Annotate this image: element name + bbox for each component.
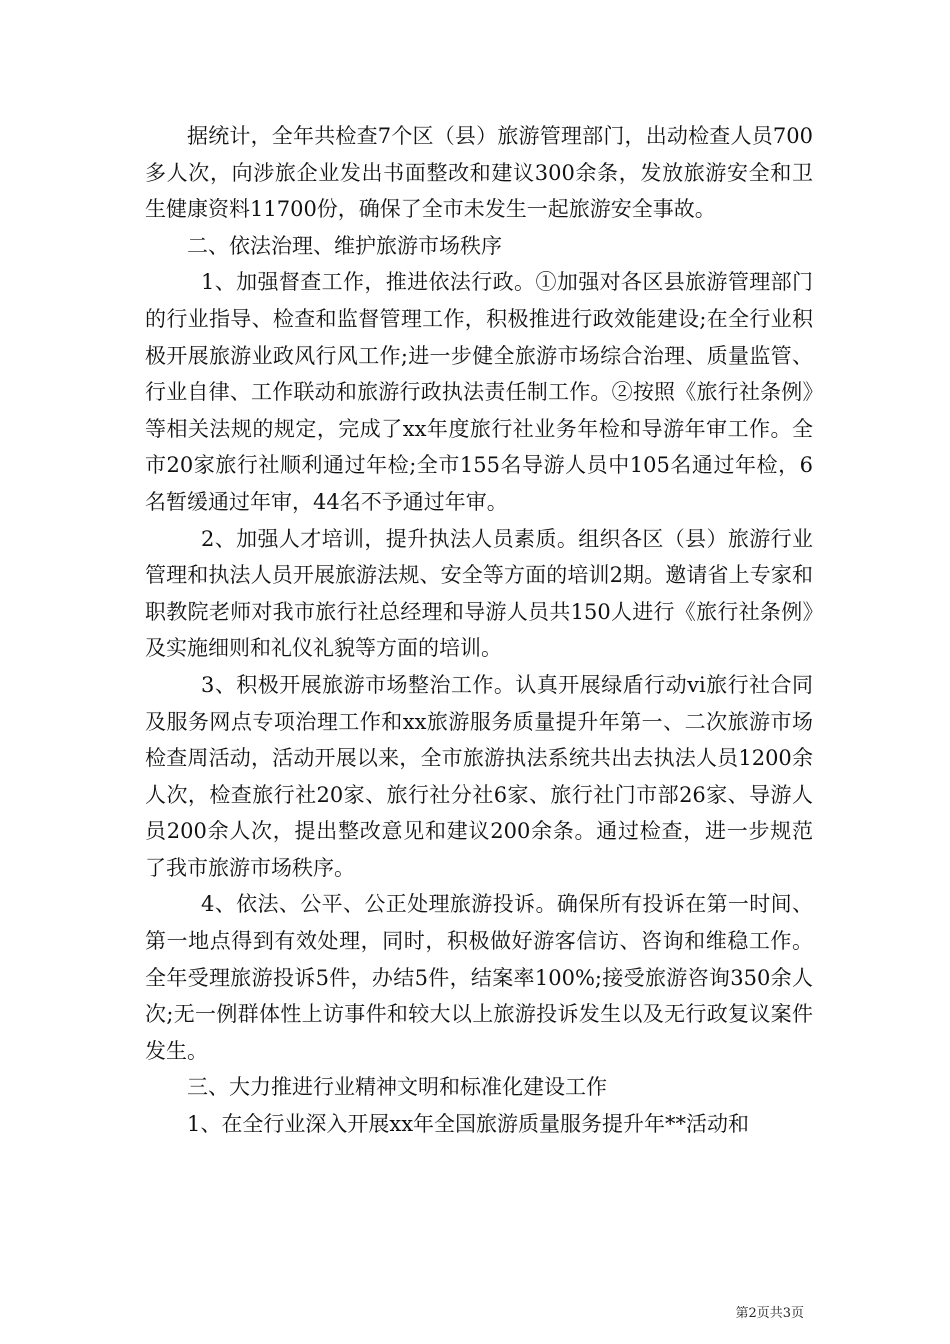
paragraph-supervision: 1、加强督查工作，推进依法行政。①加强对各区县旅游管理部门的行业指导、检查和监督管理工作，积极推进行政效能建设;在全行业积极开展旅游业政风行风工作;进一步健全旅游市场综合治理、质量监管、行业自律、工作联动和旅游行政执法责任制工作。②按照《旅行社条例》等相关法规的规定，完成了xx年度旅行社业务年检和导游年审工作。全市20家旅行社顺利通过年检;全市155名导游人员中105名通过年检，6名暂缓通过年审，44名不予通过年审。 (145, 270, 813, 514)
section-heading-2: 二、依法治理、维护旅游市场秩序 (187, 233, 502, 258)
paragraph-training: 2、加强人才培训，提升执法人员素质。组织各区（县）旅游行业管理和执法人员开展旅游法规、安全等方面的培训2期。邀请省上专家和职教院老师对我市旅行社总经理和导游人员共150人进行《旅行社条例》及实施细则和礼仪礼貌等方面的培训。 (145, 526, 813, 661)
paragraph-quality-activity: 1、在全行业深入开展xx年全国旅游质量服务提升年**活动和 (187, 1112, 750, 1137)
document-body (145, 118, 813, 1143)
section-heading-3: 三、大力推进行业精神文明和标准化建设工作 (187, 1075, 607, 1100)
page-number: 第2页共3页 (735, 1306, 804, 1321)
paragraph-statistics: 据统计，全年共检查7个区（县）旅游管理部门，出动检查人员700多人次，向涉旅企业发出书面整改和建议300余条，发放旅游安全和卫生健康资料11700份，确保了全市未发生一起旅游安全事故。 (145, 124, 813, 222)
paragraph-complaints: 4、依法、公平、公正处理旅游投诉。确保所有投诉在第一时间、第一地点得到有效处理，同时，积极做好游客信访、咨询和维稳工作。全年受理旅游投诉5件，办结5件，结案率100%;接受旅游咨询350余人次;无一例群体性上访事件和较大以上旅游投诉发生以及无行政复议案件发生。 (145, 892, 813, 1063)
paragraph-market-rectification: 3、积极开展旅游市场整治工作。认真开展绿盾行动vi旅行社合同及服务网点专项治理工作和xx旅游服务质量提升年第一、二次旅游市场检查周活动，活动开展以来，全市旅游执法系统共出去执法人员1200余人次，检查旅行社20家、旅行社分社6家、旅行社门市部26家、导游人员200余人次，提出整改意见和建议200余条。通过检查，进一步规范了我市旅游市场秩序。 (145, 672, 813, 880)
